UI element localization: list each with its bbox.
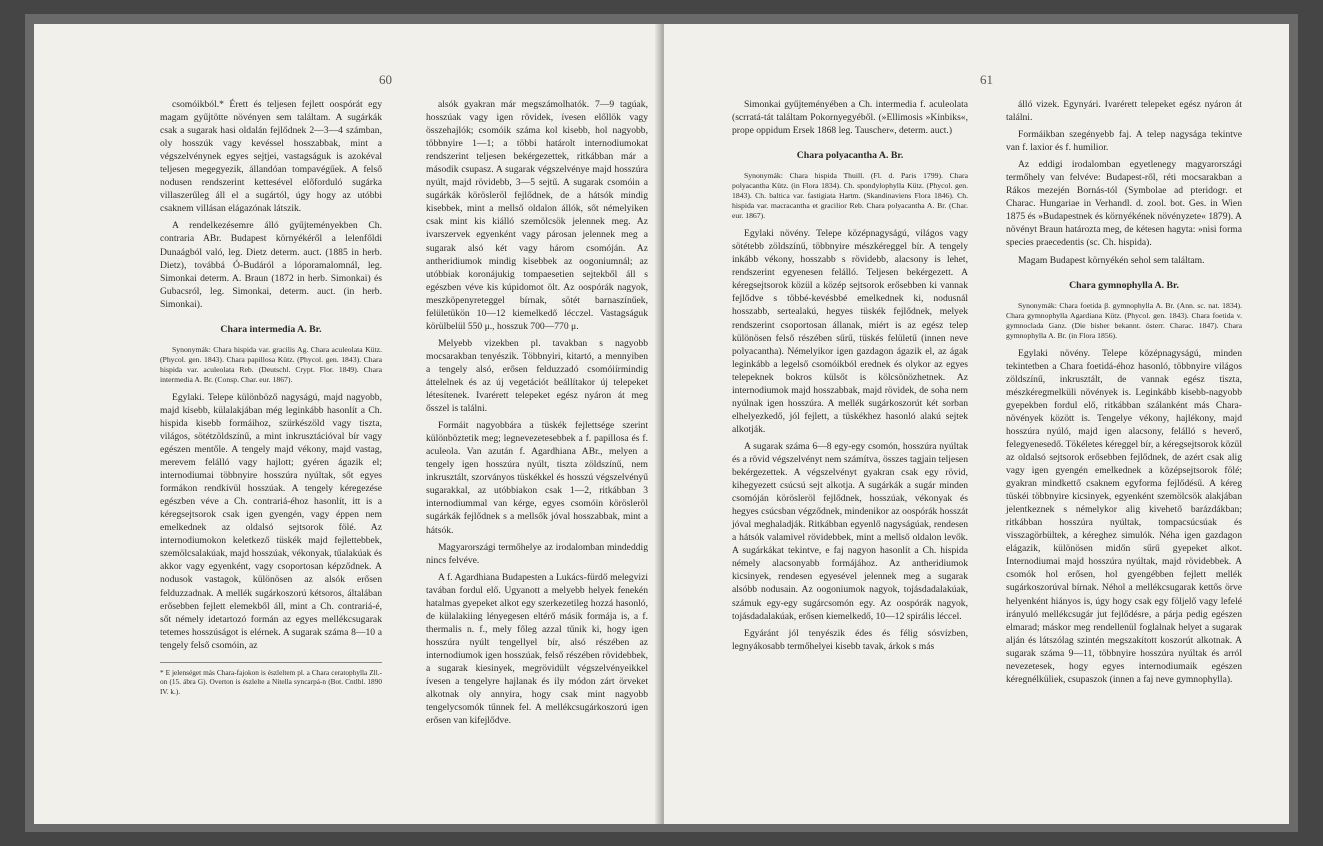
paragraph: A f. Agardhiana Budapesten a Lukács-fürdő melegvizi tavában fordul elő. Ugyanott a melyebb helyek fenekén hatalmas gyepeket alkot egy szerkezetileg hozzá hasonló, de külalakiing lényegesen eltérő másik formája is, a f. thermalis n. f., mely főleg azzal tűnik ki, hogy igen hosszúra nyúlt tengellyel bír, alsó részében az internodiumok igen hosszúak, felső részében rövidebbek, a sugarak kiesinyek, megrövidült végszelvényeikkel ívesen a tengelyre hajlanak és ily módon zárt örveket alkotnak oly annyira, hogy csak mint nagyobb tengelycsomók tűnnek fel. A mellékcsugárkoszorú igen erősen van kifejlődve.: [426, 571, 648, 727]
paragraph: csomóikból.* Érett és teljesen fejlett oospórát egy magam gyűjtötte növényen sem találtam. A sugárkák csak a sugarak hasi oldalán fejlődnek 2—3—4 számban, oly hosszúk vagy kevéssel hosszabbak, mint a végszelvénynek egyes sejtjei, vastagságuk is azokéval teljesen megegyezik, állandóan tompavégűek. A felső nodusen rendszerint kettesével előforduló sugárka villaszerűleg áll el a sugártól, úgy hogy az utóbbi csaknem villásan elágazónak látszik.: [160, 99, 382, 215]
paragraph: Simonkai gyűjteményében a Ch. intermedia f. aculeolata (scrratá-tát találtam Pokornyegyéből. (»Ellimosis »Kinbiks«, prope oppidum Ersek 1868 leg. Tauscher«, determ. auct.): [732, 99, 968, 137]
left-column-1: [160, 98, 382, 700]
section-heading-chara-gymnophylla: Chara gymnophylla A. Br.: [1069, 279, 1179, 291]
synonyms: Synonymák: Chara hispida var. gracilis Ag. Chara aculeolata Kütz. (Phycol. gen. 1843). Chara papillosa Kütz. (Phycol. gen. 1843). Chara hispida var. aculeolata Reb. (Deutschl. Crypt. Flor. 1849). Chara intermedia A. Br. (Consp. Char. eur. 1867).: [160, 344, 382, 384]
right-column-1: [732, 98, 968, 657]
paragraph: Egylaki növény. Telepe középnagyságú, minden tekintetben a Chara foetidá-éhoz hasonló, többnyire világos zöldszínű, inkrusztált, de vannak egész tiszta, mészkéregmelküli növények is. Leginkább kisebb-nagyobb gyepekben fordul elő, ritkábban szálanként más Chara-növények között is. Tengelye vékony, hajlékony, majd hosszúra nyúló, majd igen alacsony, felálló s heverő, felegyenesedő. Tökéletes kéreggel bír, a kéregsejtsorok közül az oldalsó sejtsorok erősebben fejlődnek, de azért csak alig vagy igen gyengén emelkednek a középsejtsorok fölé; gyakran mindkettő csaknem egyforma fejlődésű. A kéreg tüskéi többnyire kicsinyek, egyenként szemölcsök alakjában jelentkeznek s némelykor alig kivehető barázdákban; ritkábban hosszúra nyúltak, tompacsúcsúak és visszagörbültek, a kéreghez simulók. Néha igen gazdagon elágazik, különösen midőn sűrű gyepeket alkot. Internodiumai majd hosszúra nyúltak, majd rövidebbek. A csomók hol erősen, hol gyengébben fejlett mellék sugárkoszorúval bírnak. Néhol a mellékcsugarak kettős örve helyenként hiányos is, úgy hogy csak egy följelő vagy lefelé irányuló mellékcsugár jut fejlődésre, a párja pedig egészen elmarad; máskor meg rendellenül foglalnak helyet a sugarak alján és látszólag szintén megszakított koszorút alkotnak. A sugarak száma 9—11, többnyire hosszúra nyúltak és arról nevezetesek, hogy egyes internodiumaik egészen kéregnélküliek, csupaszok (innen a faj neve gymnophylla).: [1006, 347, 1242, 685]
paragraph: álló vizek. Egynyári. Ivarérett telepeket egész nyáron át találni.: [1006, 99, 1242, 124]
page-number-right: 61: [980, 72, 993, 87]
synonyms: Synonymák: Chara foetida β. gymnophylla A. Br. (Ann. sc. nat. 1834). Chara gymnophylla Agardiana Kütz. (Phycol. gen. 1843). Chara foetida v. gymnoclada Ganz. (Die bisher bekannt. österr. Charac. 1847). Chara gymnophylla A. Br. (in Flora 1856).: [1006, 300, 1242, 340]
paragraph: A rendelkezésemre álló gyűjteményekben Ch. contraria ABr. Budapest környékéről a lelenfőldi Dunaágból való, leg. Dietz determ. auct. (1885 in herb. Dietz), továbbá Ó-Budáról a lóporamalomnál, leg. Simonkai determ. A. Braun (1872 in herb. Simonkai) és Gubacsról, leg. Simonkai, determ. auct. (in herb. Simonkai).: [160, 220, 382, 310]
paragraph: Magyarországi termőhelye az irodalomban mindeddig nincs felvéve.: [426, 541, 648, 566]
left-column-2: [426, 98, 648, 731]
paragraph: Egyáránt jól tenyészik édes és félig sósvízben, legnyákosabb termőhelyei kisebb tavak, árkok s más: [732, 627, 968, 652]
synonyms: Synonymák: Chara hispida Thuill. (Fl. d. Paris 1799). Chara polyacantha Kütz. (in Flora 1834). Ch. spondylophylla Kütz. (Phycol. gen. 1843). Ch. baltica var. fastigiata Hartm. (Skandinaviens Flora 1846). Ch. hispida var. macracantha et gracilior Reb. Chara polyacantha A. Br. (Char. eur. 1867).: [732, 171, 968, 221]
paragraph: Formáikban szegényebb faj. A telep nagysága tekintve van f. laxior és f. humilior.: [1006, 129, 1242, 154]
section-heading-chara-polyacantha: Chara polyacantha A. Br.: [796, 150, 904, 162]
right-page: [664, 24, 1289, 824]
footnote: * E jelenséget más Chara-fajokon is észleltem pl. a Chara ceratophylla Zll.-on (15. ábra G). Overton is észlelte a Nitella syncarpá-n (Bot. Cntlbl. 1890 IV. k.).: [160, 662, 382, 697]
paragraph: Melyebb vizekben pl. tavakban s nagyobb mocsarakban tenyészik. Többnyiri, kitartó, a mennyiben a tengely alsó, erősen felduzzadó csomóiírmindig áttelelnek és az új vegetációt beállítakor új telepeket létesítenek. Ivarérett telepeket egész nyáron át meg ősszel is találni.: [426, 337, 648, 415]
paragraph: alsók gyakran már megszámolhatók. 7—9 tagúak, hosszúak vagy igen rövidek, ívesen előllök vagy összehajlók; csomóik száma kol kisebb, hol nagyobb, többnyire 1—1; a többi határolt internodiumokat rendszerint teljesen bekérgezettek, ritkábban már a második csupasz. A sugarak végszelvénye majd hosszúra nyúlt, majd rövidebb, 3—5 sejtű. A sugarak csomóin a sugárkák körösleröl fejlődnek, de a hátsók mindig kisebbek, mint a mellső oldalon állók, sőt némelyiken csak mint kis kiálló szemölcsök jelennek meg. Az ivarszervek egyenként vagy párosan jelennek meg a sugarak alsó két vagy három csomóján. Az antheridiumok mindig kisebbek az oogoniumnál; az utóbbiak koronájukig tompaesetien sejtekből áll s egészben véve kis kúpidomot ölt. Az oospórák nagyok, meszköpenyreteggel bírnak, sötét barnaszínűek, felületükön 10—12 kiemelkedő lécczel. Vastagságuk körülbelül 550 μ., hosszuk 700—770 μ.: [426, 99, 648, 332]
paragraph: A sugarak száma 6—8 egy-egy csomón, hosszúra nyúltak és a rövid végszelvényt nem számítva, összes tagjain teljesen bekérgezettek. A végszelvényt gyakran csak egy rövid, kihegyezett csúcsú sejt alkotja. A sugárkák a sugár minden csomóján körösleröl fejlődnek, hosszúak, vékonyak és hegyes csúcsban végződnek, mindenikor az oospórák hosszát jóval meghaladják. Ritkábban egyenlő nagyságúak, rendesen a hátsók valamivel rövidebbek, mint a mellső oldalon levők. A sugárkákat tekintve, e faj nagyon hasonlít a Ch. hispida némely alacsonyabb formájához. Az antheridiumok kicsinyek, rendesen egyesével jelennek meg a sugarak alsóbb nodusain. Az oogoniumok nagyok, tojásdadalakúak, számuk egy-egy sugárcsomón egy. Az oospórák nagyok, tojásdadalakúak, erősen kiemelkedő, 10—12 spirális léccel.: [732, 440, 968, 622]
paragraph: Magam Budapest környékén sehol sem találtam.: [1018, 254, 1205, 266]
paragraph: Az eddigi irodalomban egyetlenegy magyarországi termőhely van felvéve: Budapest-ről, réti mocsarakban a Rákos mezején Bornás-tól (Symbolae ad pteridogr. et Charac. Hungariae in Verhandl. d. zool. bot. Ges. in Wien 1875 és »Budapestnek és környékének növényzete« 1879). A növényt Braun határozta meg, de kétesen hagyta: »nisi forma species praecedentis (sc. Ch. hispida).: [1006, 159, 1242, 249]
section-heading-chara-intermedia: Chara intermedia A. Br.: [220, 323, 322, 335]
right-column-2: [1006, 98, 1242, 690]
left-page: [34, 24, 660, 824]
page-number-left: 60: [379, 72, 392, 87]
paragraph: Egylaki növény. Telepe középnagyságú, világos vagy sötétebb zöldszínű, többnyire mészkéreggel bír. A tengely inkább vékony, hosszabb s rövidebb, alacsony is lehet, rendszerint egyenesen felálló. Teljesen bekérgezett. A kéregsejtsorok közül a közép sejtsorok erősebben ki vannak fejlődve s többé-kevésbbé emelkednek ki, nodusnál hosszabb, sertealakú, hegyes tüskék fejlődnek, melyek rendszerint csoportosan állanak, miért is az egész telep különösen felső részében sűrű, tüskés felületű (innen neve polyacantha). Némelyikor igen gazdagon ágazik el, az ágak leginkább a legelső csomóikból erednek és olykor az egyes telepeknek bokros külsőt is kölcsönözhetnek. Az internodiumok majd hosszabbak, majd rövidek, de soha nem nyúlnak igen hosszúra. A mellék sugárkoszorút két sorban elhelyezkedő, jól fejlett, a tüskékhez hasonló alakú sejtek alkotják.: [732, 228, 968, 435]
paragraph: Egylaki. Telepe különböző nagyságú, majd nagyobb, majd kisebb, külalakjában még leginkább hasonlít a Ch. hispida kisebb formáihoz, szürkészöld vagy tiszta, világos, sötétzöldszínű, a mint inkrusztációval bír vagy egészen mentőle. A tengely majd vékony, majd vastag, merevem felálló vagy hajlott; gyéren ágazik el; internodiumai többnyire hosszúra nyúltak, sőt egyes formákon rendkívül hosszúak. A tengely kéregezése egészben véve a Ch. contrariá-éhoz hasonlít, itt is a kéregsejtsorok csak igen gyengén, vagy éppen nem emelkednek az oldalsó sejtsorok fölé. Az internodiumokon keletkező tüskék majd fejlettebbek, szemölcsalakúak, majd hosszúak, vékonyak, tűalakúak és akkor vagy egyenként, vagy csoportosan képződnek. A nodusok vastagok, különösen az alsók erősen felduzzadnak. A mellék sugárkoszorú kétsoros, általában erősebben fejlett elemekből áll, mint a Ch. contrariá-é, sőt némely idetartozó formán az egyes mellékcsugarak tetemes hosszúságot is elérnek. A sugarak száma 8—10 a tengely felső csomóin, az: [160, 391, 382, 651]
paragraph: Formáit nagyobbára a tüskék fejlettsége szerint különböztetik meg; legnevezetesebbek a f. papillosa és f. aculeola. Van azután f. Agardhiana ABr., melyen a tengely igen hosszúra nyúlt, tiszta zöldszínű, nem inkrusztált, szorványos tüskékkel és hosszú végszelvényű sugarakkal, az utóbbiakon csak 1—2, ritkábban 3 internodiummal van kérge, egyes csomóin körösleröl sugárkák fejlődnek s a mellsők jóval hosszabbak, mint a hátsók.: [426, 420, 648, 536]
